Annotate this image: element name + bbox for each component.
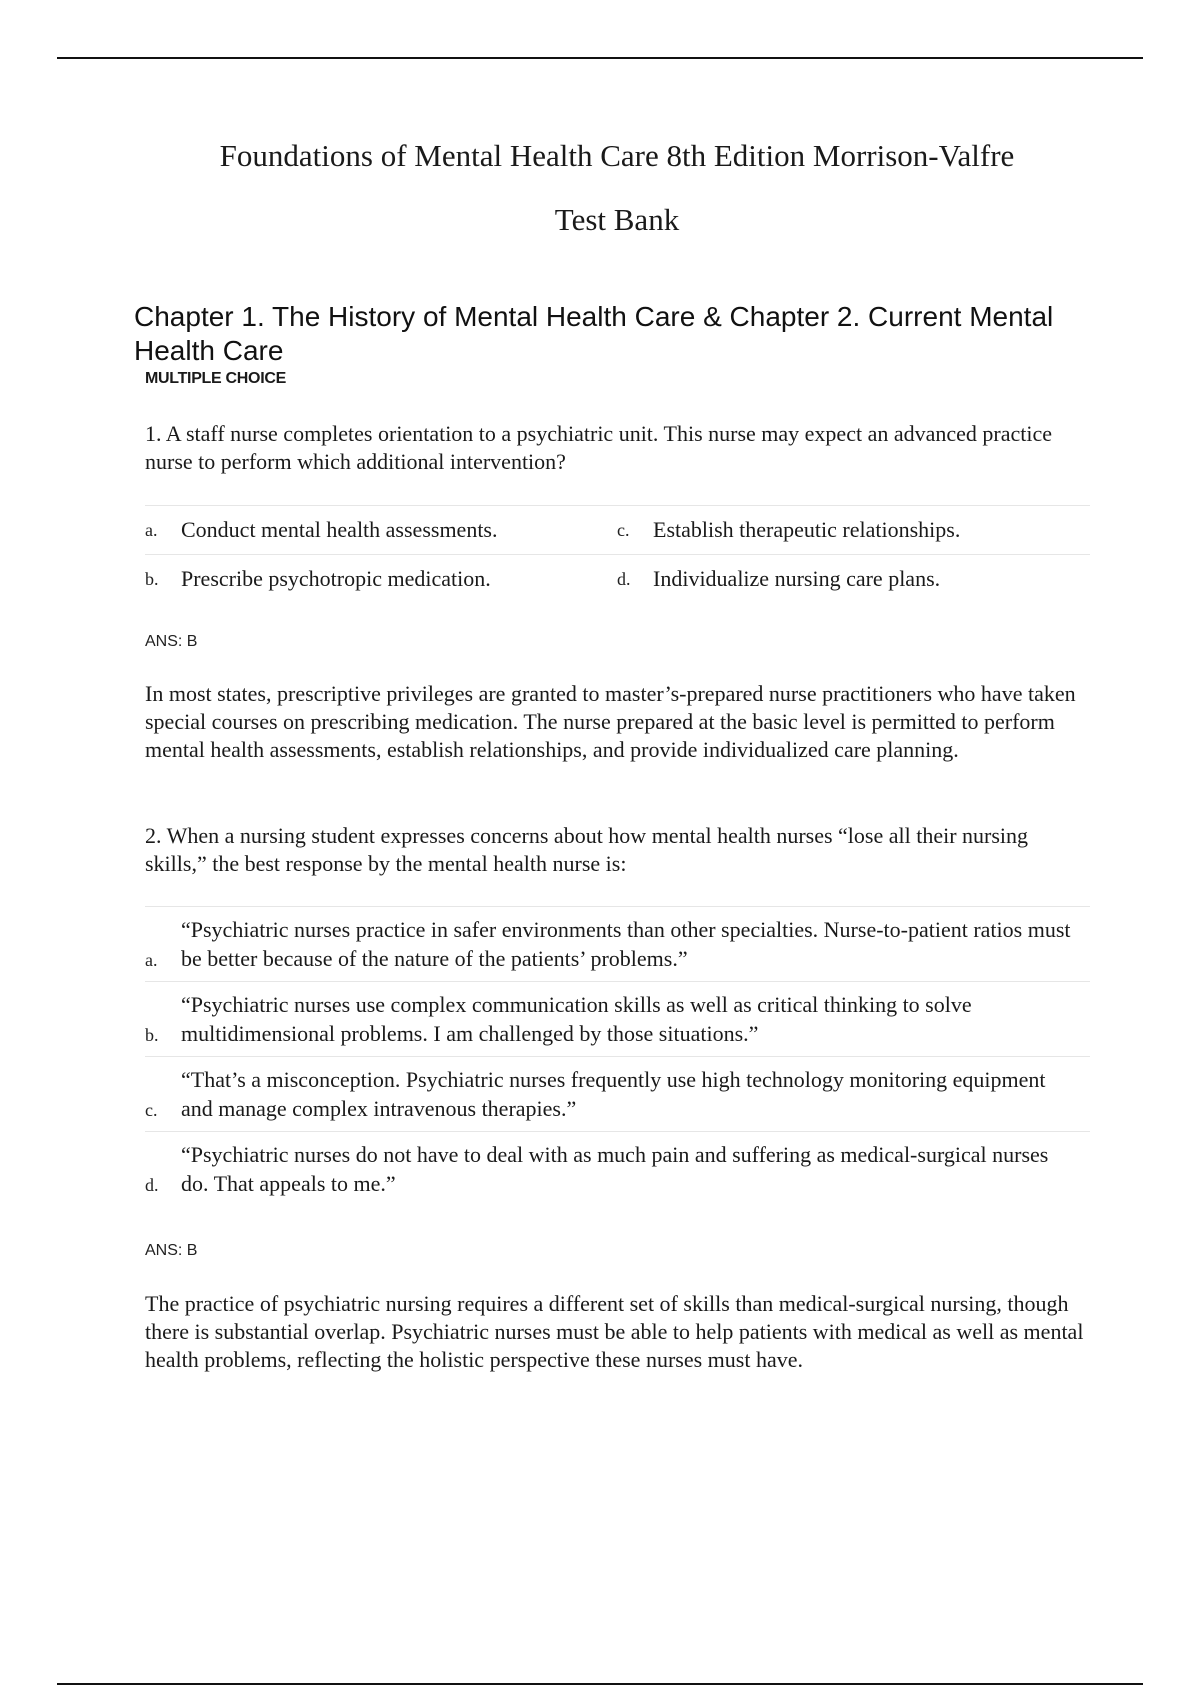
option-letter: d. [617, 568, 631, 589]
option-d [145, 1131, 1090, 1206]
option-text: “Psychiatric nurses do not have to deal with as much pain and suffering as medical-surgical nurses do. That appeals to me.” [181, 1142, 1049, 1196]
section-label: MULTIPLE CHOICE [145, 370, 286, 387]
option-c [617, 517, 1089, 543]
question-1-stem: 1. A staff nurse completes orientation to a psychiatric unit. This nurse may expect an advanced practice nurse to perform which additional intervention? [145, 421, 1053, 474]
options-row [145, 505, 1090, 554]
option-letter: d. [145, 1175, 159, 1195]
question-2-stem: 2. When a nursing student expresses concerns about how mental health nurses “lose all their nursing skills,” the best response by the mental health nurse is: [145, 823, 1029, 876]
option-b [145, 566, 617, 592]
question-2-rationale: The practice of psychiatric nursing requires a different set of skills than medical-surgical nursing, though there is substantial overlap. Psychiatric nurses must be able to help patients with medical as well as mental health problems, reflecting the holistic perspective these nurses must have. [145, 1291, 1084, 1372]
option-a [145, 517, 617, 543]
question-1-answer: ANS: B [145, 633, 198, 650]
option-text: “That’s a misconception. Psychiatric nurses frequently use high technology monitoring equipment and manage complex intravenous therapies.” [181, 1067, 1046, 1121]
option-c [145, 1056, 1090, 1131]
top-rule [57, 57, 1143, 59]
option-text: Individualize nursing care plans. [653, 566, 941, 591]
question-2-answer: ANS: B [145, 1242, 198, 1259]
question-1-options [145, 505, 1090, 603]
option-text: Conduct mental health assessments. [181, 517, 498, 542]
question-1-rationale: In most states, prescriptive privileges are granted to master’s-prepared nurse practitioners who have taken special courses on prescribing medication. The nurse prepared at the basic level is permitted to perform mental health assessments, establish relationships, and provide individualized care planning. [145, 681, 1076, 762]
option-letter: a. [145, 950, 158, 970]
option-a [145, 906, 1090, 981]
option-b [145, 981, 1090, 1056]
option-text: Establish therapeutic relationships. [653, 517, 961, 542]
option-text: “Psychiatric nurses practice in safer environments than other specialties. Nurse-to-patient ratios must be better because of the nature of the patients’ problems.” [181, 917, 1071, 971]
option-letter: c. [145, 1100, 158, 1120]
option-letter: c. [617, 519, 630, 540]
option-text: Prescribe psychotropic medication. [181, 566, 491, 591]
option-text: “Psychiatric nurses use complex communication skills as well as critical thinking to solve multidimensional problems. I am challenged by those situations.” [181, 992, 972, 1046]
option-d [617, 566, 1089, 592]
option-letter: b. [145, 1025, 159, 1045]
question-2-options [145, 906, 1090, 1206]
option-letter: a. [145, 519, 158, 540]
document-title: Foundations of Mental Health Care 8th Edition Morrison-Valfre [219, 138, 1015, 173]
option-letter: b. [145, 568, 159, 589]
chapter-heading: Chapter 1. The History of Mental Health Care & Chapter 2. Current Mental Health Care [134, 301, 1054, 366]
document-subtitle: Test Bank [554, 202, 680, 237]
options-row [145, 554, 1090, 603]
bottom-rule [57, 1683, 1143, 1685]
